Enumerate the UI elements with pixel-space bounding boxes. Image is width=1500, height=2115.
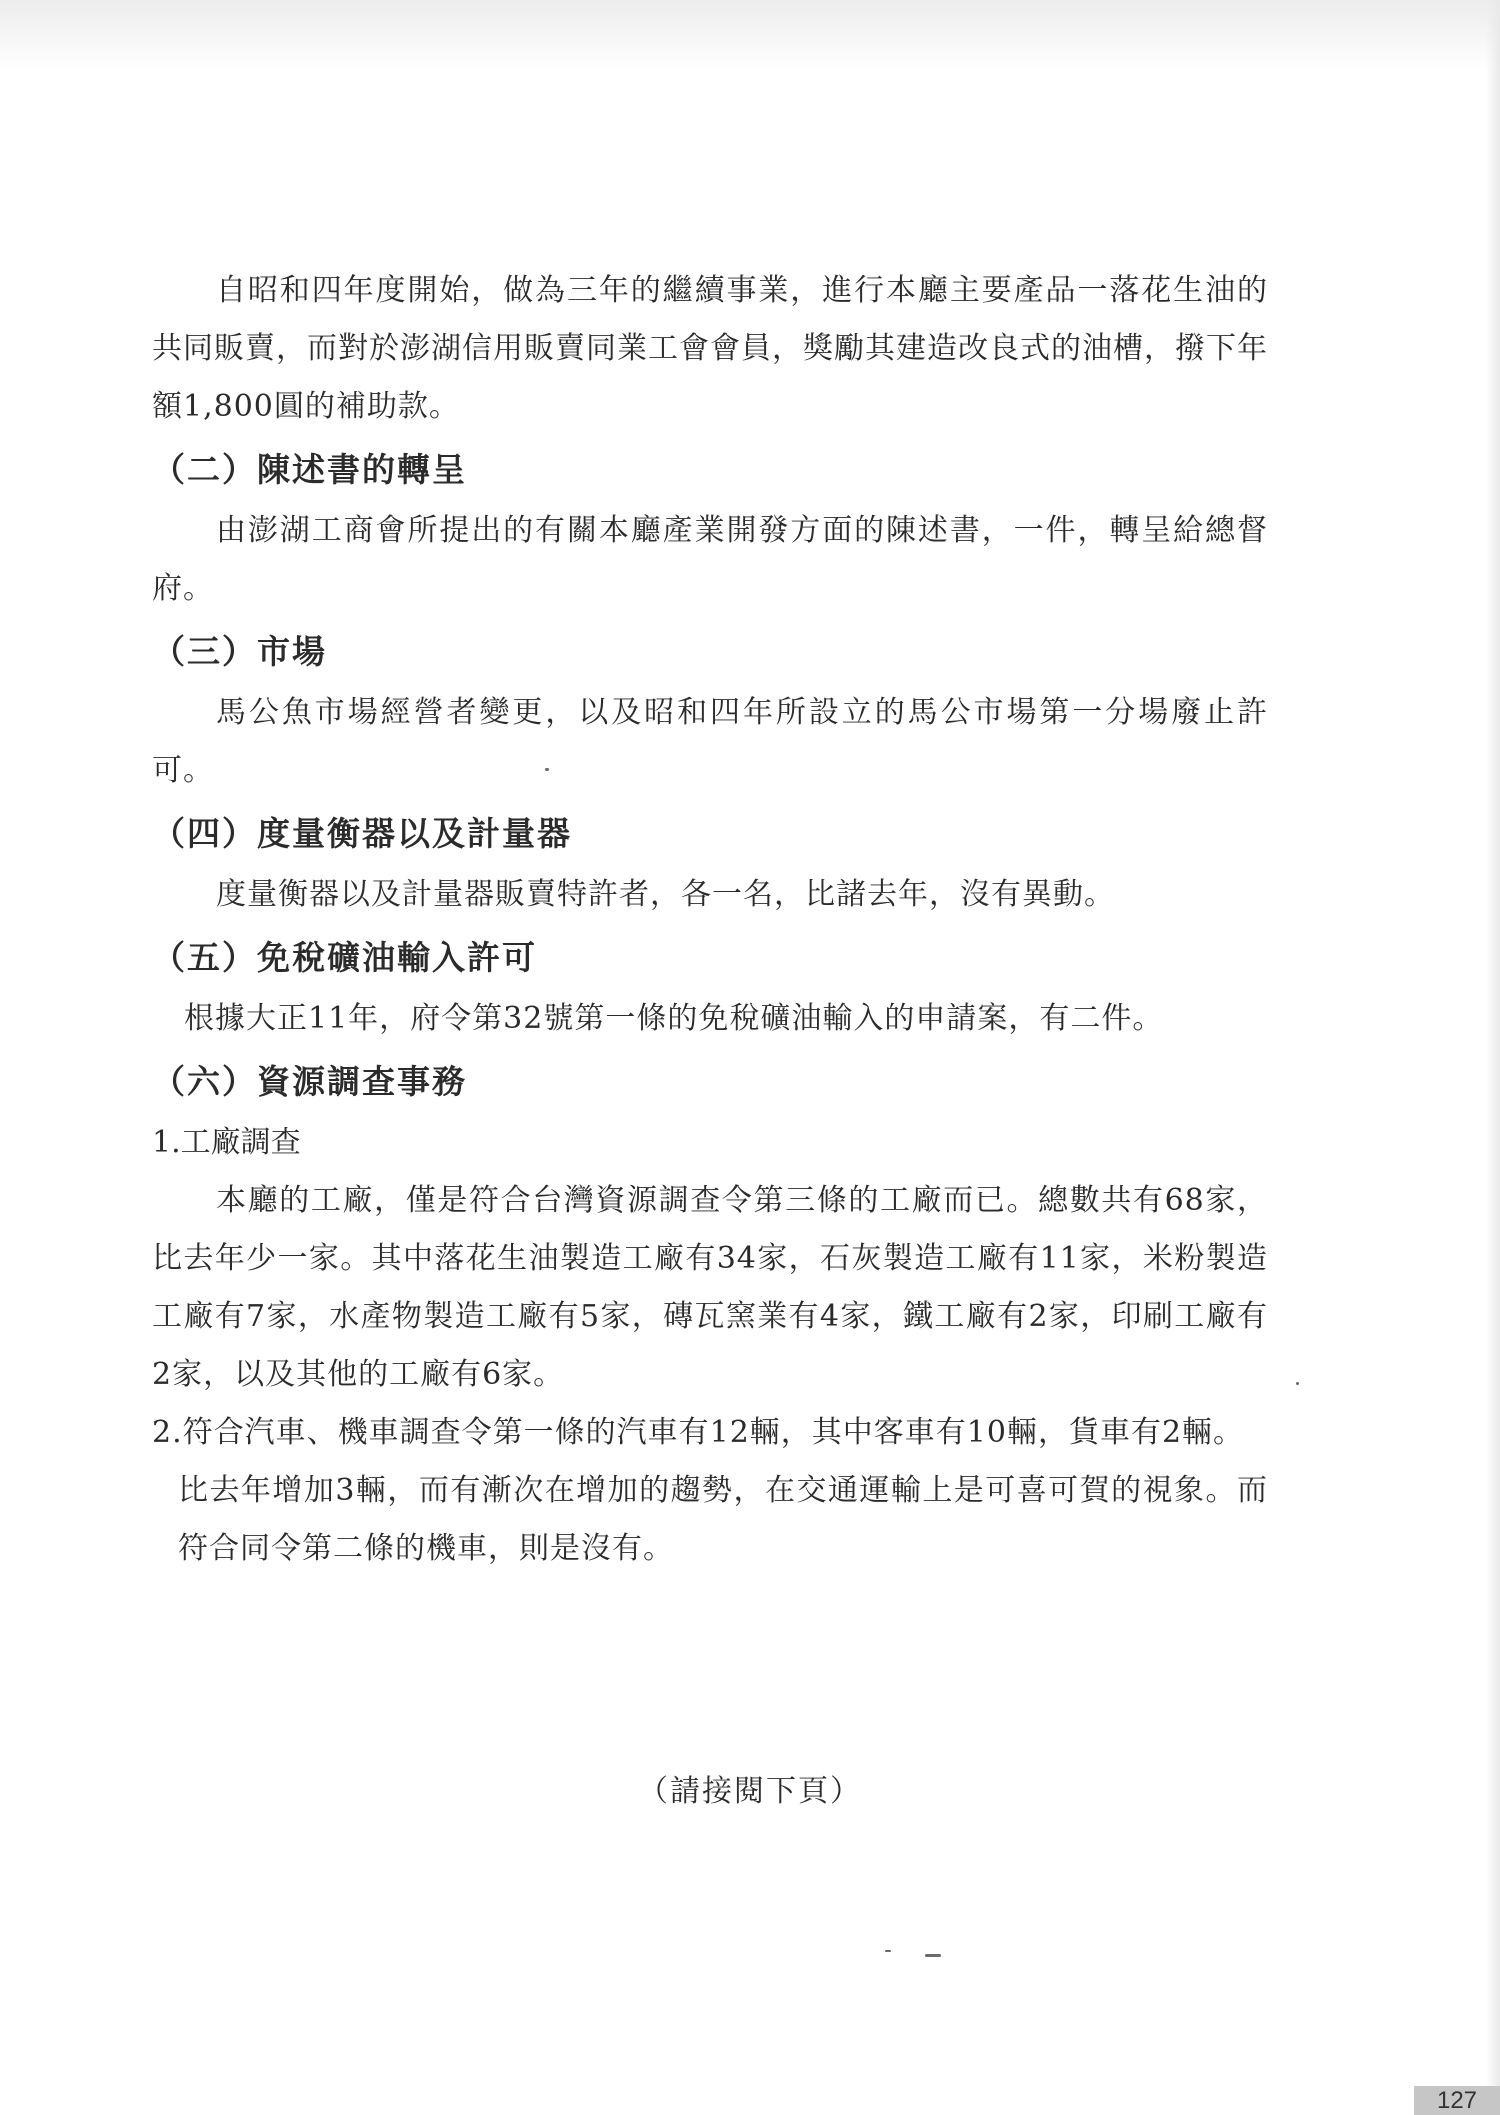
section-heading-5: （五）免稅礦油輸入許可: [152, 938, 537, 977]
vehicle-survey-line1: 2.符合汽車、機車調查令第一條的汽車有12輛，其中客車有10輛，貨車有2輛。: [152, 1415, 1245, 1450]
scan-speck: [545, 768, 549, 771]
section-body-2: 由澎湖工商會所提出的有關本廳產業開發方面的陳述書，一件，轉呈給總督府。: [152, 513, 1268, 606]
scan-speck: [925, 1954, 941, 1957]
document-body: [152, 262, 1268, 1578]
continue-next-page-note: （請接閱下頁）: [638, 1774, 862, 1809]
section-body-3: 馬公魚市場經營者變更，以及昭和四年所設立的馬公市場第一分場廢止許可。: [152, 695, 1268, 788]
intro-paragraph: 自昭和四年度開始，做為三年的繼續事業，進行本廳主要產品一落花生油的共同販賣，而對於澎湖信用販賣同業工會會員，獎勵其建造改良式的油槽，撥下年額1,800圓的補助款。: [152, 273, 1268, 424]
factory-survey-body: 本廳的工廠，僅是符合台灣資源調查令第三條的工廠而已。總數共有68家，比去年少一家。其中落花生油製造工廠有34家，石灰製造工廠有11家，米粉製造工廠有7家，水產物製造工廠有5家，磚瓦窯業有4家，鐵工廠有2家，印刷工廠有2家，以及其他的工廠有6家。: [152, 1183, 1268, 1392]
factory-survey-title: 1.工廠調查: [152, 1125, 301, 1160]
section-body-5: 根據大正11年，府令第32號第一條的免稅礦油輸入的申請案，有二件。: [184, 1001, 1164, 1036]
scan-speck: [885, 1950, 891, 1952]
section-heading-4: （四）度量衡器以及計量器: [152, 814, 572, 853]
section-heading-2: （二）陳述書的轉呈: [152, 450, 467, 489]
section-body-4: 度量衡器以及計量器販賣特許者，各一名，比諸去年，沒有異動。: [216, 877, 1115, 912]
page-number: 127: [1414, 2086, 1500, 2115]
section-heading-6: （六）資源調查事務: [152, 1062, 467, 1101]
vehicle-survey-body: 比去年增加3輛，而有漸次在增加的趨勢，在交通運輸上是可喜可賀的視象。而符合同令第二條的機車，則是沒有。: [178, 1473, 1268, 1566]
scan-shadow-top: [0, 0, 1500, 70]
scan-speck: [1296, 1382, 1299, 1385]
section-heading-3: （三）市場: [152, 632, 327, 671]
